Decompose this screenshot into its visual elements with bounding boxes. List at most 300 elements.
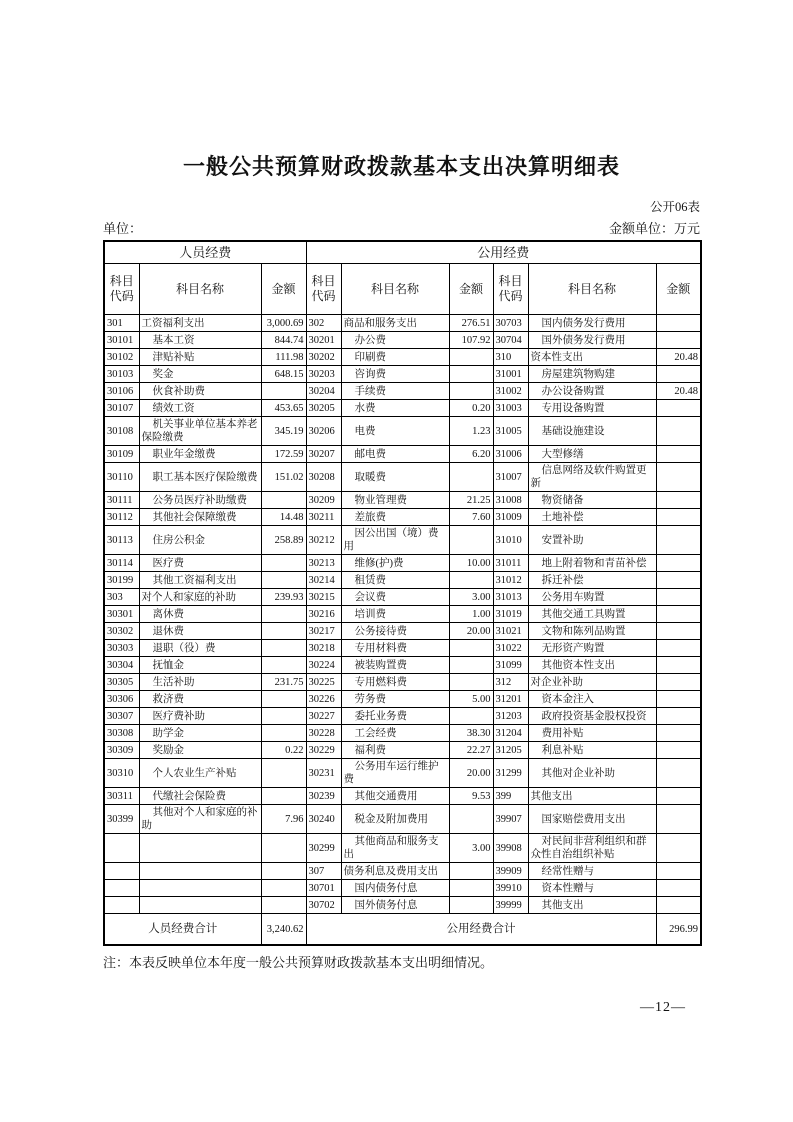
amount-cell: 172.59 bbox=[261, 446, 306, 463]
amount-cell: 20.48 bbox=[656, 383, 701, 400]
subject-name-cell: 地上附着物和青苗补偿 bbox=[528, 555, 656, 572]
amount-cell: 0.20 bbox=[449, 400, 493, 417]
subject-code-cell: 30109 bbox=[104, 446, 139, 463]
amount-cell bbox=[656, 657, 701, 674]
table-row bbox=[104, 366, 701, 383]
subject-code-cell: 31299 bbox=[493, 759, 528, 788]
subject-code-cell: 30305 bbox=[104, 674, 139, 691]
amount-cell bbox=[261, 863, 306, 880]
amount-unit-label: 金额单位：万元 bbox=[608, 221, 700, 236]
table-row bbox=[104, 834, 701, 863]
subject-name-cell: 安置补助 bbox=[528, 526, 656, 555]
amount-cell: 107.92 bbox=[449, 332, 493, 349]
amount-cell bbox=[449, 383, 493, 400]
amount-cell bbox=[656, 555, 701, 572]
subject-code-cell: 30208 bbox=[306, 463, 341, 492]
subject-code-cell: 31010 bbox=[493, 526, 528, 555]
subject-name-cell: 电费 bbox=[341, 417, 449, 446]
subject-name-cell: 津贴补贴 bbox=[139, 349, 261, 366]
subject-name-cell: 国内债务发行费用 bbox=[528, 315, 656, 332]
page-number: —12— bbox=[640, 1000, 686, 1015]
subject-code-cell: 302 bbox=[306, 315, 341, 332]
subject-code-cell: 31203 bbox=[493, 708, 528, 725]
subject-name-cell: 印刷费 bbox=[341, 349, 449, 366]
subject-name-cell: 其他交通工具购置 bbox=[528, 606, 656, 623]
amount-cell: 21.25 bbox=[449, 492, 493, 509]
table-row bbox=[104, 897, 701, 914]
amount-cell bbox=[261, 623, 306, 640]
amount-cell bbox=[656, 863, 701, 880]
table-row bbox=[104, 332, 701, 349]
amount-cell bbox=[261, 725, 306, 742]
table-row bbox=[104, 349, 701, 366]
amount-cell bbox=[261, 834, 306, 863]
subject-code-cell: 30212 bbox=[306, 526, 341, 555]
subject-code-cell: 39908 bbox=[493, 834, 528, 863]
subject-name-cell: 其他商品和服务支出 bbox=[341, 834, 449, 863]
personnel-total-amount: 3,240.62 bbox=[261, 914, 306, 946]
amount-cell: 111.98 bbox=[261, 349, 306, 366]
subject-name-cell: 职业年金缴费 bbox=[139, 446, 261, 463]
amount-cell bbox=[449, 674, 493, 691]
subject-code-cell: 30110 bbox=[104, 463, 139, 492]
subject-name-cell bbox=[139, 863, 261, 880]
subject-code-cell: 30224 bbox=[306, 657, 341, 674]
amount-cell bbox=[656, 332, 701, 349]
personnel-total-label: 人员经费合计 bbox=[104, 914, 261, 946]
public-total-label: 公用经费合计 bbox=[306, 914, 656, 946]
subject-code-cell: 31013 bbox=[493, 589, 528, 606]
meta-row bbox=[103, 218, 700, 237]
amount-cell bbox=[449, 657, 493, 674]
subject-name-cell: 对民间非营利组织和群众性自治组织补贴 bbox=[528, 834, 656, 863]
subject-name-cell bbox=[139, 880, 261, 897]
subject-code-cell: 30307 bbox=[104, 708, 139, 725]
subject-code-cell: 30206 bbox=[306, 417, 341, 446]
column-header: 科目代码 bbox=[306, 264, 341, 315]
amount-cell bbox=[261, 492, 306, 509]
subject-code-cell: 30207 bbox=[306, 446, 341, 463]
amount-cell bbox=[656, 880, 701, 897]
subject-name-cell: 工会经费 bbox=[341, 725, 449, 742]
subject-code-cell: 30239 bbox=[306, 788, 341, 805]
table-body bbox=[104, 315, 701, 914]
subject-name-cell: 退职（役）费 bbox=[139, 640, 261, 657]
table-row bbox=[104, 759, 701, 788]
subject-name-cell: 机关事业单位基本养老保险缴费 bbox=[139, 417, 261, 446]
subject-code-cell: 30114 bbox=[104, 555, 139, 572]
subject-name-cell: 其他交通费用 bbox=[341, 788, 449, 805]
amount-cell: 6.20 bbox=[449, 446, 493, 463]
subject-name-cell: 代缴社会保险费 bbox=[139, 788, 261, 805]
subject-name-cell: 助学金 bbox=[139, 725, 261, 742]
subject-name-cell: 奖金 bbox=[139, 366, 261, 383]
subject-code-cell: 30702 bbox=[306, 897, 341, 914]
subject-name-cell: 对个人和家庭的补助 bbox=[139, 589, 261, 606]
subject-code-cell: 30209 bbox=[306, 492, 341, 509]
subject-code-cell: 31021 bbox=[493, 623, 528, 640]
subject-name-cell: 劳务费 bbox=[341, 691, 449, 708]
subject-name-cell: 咨询费 bbox=[341, 366, 449, 383]
amount-cell bbox=[449, 349, 493, 366]
subject-code-cell: 31205 bbox=[493, 742, 528, 759]
subject-name-cell: 其他支出 bbox=[528, 897, 656, 914]
amount-cell bbox=[656, 509, 701, 526]
group-header-personnel: 人员经费 bbox=[104, 241, 306, 264]
table-row bbox=[104, 725, 701, 742]
subject-code-cell bbox=[104, 897, 139, 914]
unit-label: 单位： bbox=[103, 221, 143, 236]
subject-name-cell: 文物和陈列品购置 bbox=[528, 623, 656, 640]
subject-name-cell: 伙食补助费 bbox=[139, 383, 261, 400]
subject-code-cell: 30101 bbox=[104, 332, 139, 349]
column-header: 科目代码 bbox=[493, 264, 528, 315]
subject-code-cell: 30211 bbox=[306, 509, 341, 526]
subject-code-cell: 30111 bbox=[104, 492, 139, 509]
amount-cell: 0.22 bbox=[261, 742, 306, 759]
amount-cell bbox=[449, 708, 493, 725]
amount-cell bbox=[656, 759, 701, 788]
table-row bbox=[104, 691, 701, 708]
amount-cell: 239.93 bbox=[261, 589, 306, 606]
subject-code-cell: 30199 bbox=[104, 572, 139, 589]
subject-name-cell: 维修(护)费 bbox=[341, 555, 449, 572]
amount-cell bbox=[449, 805, 493, 834]
subject-name-cell: 资本金注入 bbox=[528, 691, 656, 708]
subject-name-cell: 奖励金 bbox=[139, 742, 261, 759]
subject-name-cell: 专用设备购置 bbox=[528, 400, 656, 417]
table-row bbox=[104, 555, 701, 572]
amount-cell bbox=[656, 315, 701, 332]
subject-code-cell: 31204 bbox=[493, 725, 528, 742]
subject-name-cell: 绩效工资 bbox=[139, 400, 261, 417]
table-row bbox=[104, 572, 701, 589]
table-row bbox=[104, 463, 701, 492]
subject-code-cell: 30240 bbox=[306, 805, 341, 834]
subject-code-cell: 39907 bbox=[493, 805, 528, 834]
amount-cell bbox=[261, 657, 306, 674]
amount-cell: 1.23 bbox=[449, 417, 493, 446]
subject-name-cell: 商品和服务支出 bbox=[341, 315, 449, 332]
subject-name-cell: 医疗费补助 bbox=[139, 708, 261, 725]
subject-code-cell: 30311 bbox=[104, 788, 139, 805]
subject-name-cell bbox=[139, 897, 261, 914]
subject-code-cell: 399 bbox=[493, 788, 528, 805]
subject-code-cell: 31012 bbox=[493, 572, 528, 589]
subject-code-cell: 31008 bbox=[493, 492, 528, 509]
page-title: 一般公共预算财政拨款基本支出决算明细表 bbox=[182, 154, 620, 179]
subject-code-cell: 30302 bbox=[104, 623, 139, 640]
subject-code-cell: 310 bbox=[493, 349, 528, 366]
subject-code-cell: 30228 bbox=[306, 725, 341, 742]
subject-code-cell: 30204 bbox=[306, 383, 341, 400]
subject-name-cell: 其他资本性支出 bbox=[528, 657, 656, 674]
subject-name-cell: 会议费 bbox=[341, 589, 449, 606]
amount-cell: 231.75 bbox=[261, 674, 306, 691]
amount-cell bbox=[656, 463, 701, 492]
amount-cell: 3,000.69 bbox=[261, 315, 306, 332]
amount-cell bbox=[449, 526, 493, 555]
subject-name-cell: 税金及附加费用 bbox=[341, 805, 449, 834]
subject-name-cell: 对企业补助 bbox=[528, 674, 656, 691]
subject-name-cell: 资本性支出 bbox=[528, 349, 656, 366]
table-row bbox=[104, 805, 701, 834]
table-row bbox=[104, 742, 701, 759]
amount-cell bbox=[656, 492, 701, 509]
amount-cell: 14.48 bbox=[261, 509, 306, 526]
amount-cell: 3.00 bbox=[449, 589, 493, 606]
table-row bbox=[104, 708, 701, 725]
note: 注：本表反映单位本年度一般公共预算财政拨款基本支出明细情况。 bbox=[103, 955, 494, 970]
subject-code-cell: 30229 bbox=[306, 742, 341, 759]
subject-code-cell bbox=[104, 880, 139, 897]
subject-code-cell: 30703 bbox=[493, 315, 528, 332]
amount-cell bbox=[656, 526, 701, 555]
subject-name-cell: 办公设备购置 bbox=[528, 383, 656, 400]
subject-name-cell: 住房公积金 bbox=[139, 526, 261, 555]
amount-cell bbox=[449, 640, 493, 657]
subject-name-cell: 被装购置费 bbox=[341, 657, 449, 674]
subject-code-cell: 312 bbox=[493, 674, 528, 691]
group-header-public: 公用经费 bbox=[306, 241, 701, 264]
subject-name-cell: 公务接待费 bbox=[341, 623, 449, 640]
subject-code-cell bbox=[104, 863, 139, 880]
subject-code-cell: 303 bbox=[104, 589, 139, 606]
subject-code-cell: 30399 bbox=[104, 805, 139, 834]
subject-name-cell: 其他对企业补助 bbox=[528, 759, 656, 788]
totals-row bbox=[104, 914, 701, 946]
subject-code-cell: 30306 bbox=[104, 691, 139, 708]
amount-cell: 258.89 bbox=[261, 526, 306, 555]
document-content bbox=[103, 0, 700, 971]
group-header-row bbox=[104, 241, 701, 264]
amount-cell bbox=[656, 742, 701, 759]
amount-cell bbox=[449, 366, 493, 383]
amount-cell: 20.00 bbox=[449, 623, 493, 640]
column-header: 科目名称 bbox=[139, 264, 261, 315]
subject-code-cell: 31005 bbox=[493, 417, 528, 446]
amount-cell bbox=[656, 417, 701, 446]
table-row bbox=[104, 383, 701, 400]
subject-name-cell: 离休费 bbox=[139, 606, 261, 623]
subject-name-cell: 救济费 bbox=[139, 691, 261, 708]
amount-cell bbox=[261, 555, 306, 572]
subject-name-cell: 国外债务付息 bbox=[341, 897, 449, 914]
table-row bbox=[104, 880, 701, 897]
table-row bbox=[104, 863, 701, 880]
subject-name-cell: 个人农业生产补贴 bbox=[139, 759, 261, 788]
table-row bbox=[104, 589, 701, 606]
amount-cell bbox=[656, 725, 701, 742]
subject-code-cell: 30107 bbox=[104, 400, 139, 417]
subject-code-cell: 30203 bbox=[306, 366, 341, 383]
subject-name-cell: 退休费 bbox=[139, 623, 261, 640]
subject-name-cell: 国外债务发行费用 bbox=[528, 332, 656, 349]
amount-cell bbox=[656, 897, 701, 914]
subject-code-cell: 30701 bbox=[306, 880, 341, 897]
expenditure-detail-table bbox=[103, 240, 702, 946]
column-header: 金额 bbox=[449, 264, 493, 315]
column-header: 科目代码 bbox=[104, 264, 139, 315]
subject-code-cell: 31009 bbox=[493, 509, 528, 526]
subject-name-cell: 政府投资基金股权投资 bbox=[528, 708, 656, 725]
subject-name-cell: 手续费 bbox=[341, 383, 449, 400]
amount-cell: 5.00 bbox=[449, 691, 493, 708]
subject-name-cell: 债务利息及费用支出 bbox=[341, 863, 449, 880]
subject-code-cell: 30103 bbox=[104, 366, 139, 383]
amount-cell bbox=[656, 834, 701, 863]
column-header: 金额 bbox=[261, 264, 306, 315]
table-row bbox=[104, 446, 701, 463]
subject-code-cell: 31201 bbox=[493, 691, 528, 708]
subject-name-cell: 费用补贴 bbox=[528, 725, 656, 742]
subject-name-cell: 经常性赠与 bbox=[528, 863, 656, 880]
subject-name-cell: 公务员医疗补助缴费 bbox=[139, 492, 261, 509]
subject-name-cell: 物资储备 bbox=[528, 492, 656, 509]
amount-cell: 1.00 bbox=[449, 606, 493, 623]
subject-name-cell: 租赁费 bbox=[341, 572, 449, 589]
subject-code-cell: 30106 bbox=[104, 383, 139, 400]
table-row bbox=[104, 674, 701, 691]
subject-code-cell: 30205 bbox=[306, 400, 341, 417]
column-header: 科目名称 bbox=[528, 264, 656, 315]
table-row bbox=[104, 640, 701, 657]
subject-name-cell: 国家赔偿费用支出 bbox=[528, 805, 656, 834]
subject-name-cell: 委托业务费 bbox=[341, 708, 449, 725]
amount-cell: 844.74 bbox=[261, 332, 306, 349]
subject-code-cell: 30226 bbox=[306, 691, 341, 708]
subject-code-cell: 39909 bbox=[493, 863, 528, 880]
table-row bbox=[104, 492, 701, 509]
subject-name-cell: 工资福利支出 bbox=[139, 315, 261, 332]
subject-code-cell: 30303 bbox=[104, 640, 139, 657]
amount-cell: 453.65 bbox=[261, 400, 306, 417]
subject-name-cell: 无形资产购置 bbox=[528, 640, 656, 657]
column-header: 科目名称 bbox=[341, 264, 449, 315]
subject-name-cell: 其他工资福利支出 bbox=[139, 572, 261, 589]
table-row bbox=[104, 788, 701, 805]
table-row bbox=[104, 400, 701, 417]
amount-cell bbox=[656, 572, 701, 589]
subject-code-cell: 30202 bbox=[306, 349, 341, 366]
subject-code-cell: 30201 bbox=[306, 332, 341, 349]
subject-name-cell: 办公费 bbox=[341, 332, 449, 349]
column-header: 金额 bbox=[656, 264, 701, 315]
subject-code-cell bbox=[104, 834, 139, 863]
amount-cell bbox=[261, 897, 306, 914]
amount-cell bbox=[656, 366, 701, 383]
subject-code-cell: 30309 bbox=[104, 742, 139, 759]
subject-name-cell: 国内债务付息 bbox=[341, 880, 449, 897]
subject-name-cell: 拆迁补偿 bbox=[528, 572, 656, 589]
subject-name-cell: 其他支出 bbox=[528, 788, 656, 805]
subject-name-cell: 抚恤金 bbox=[139, 657, 261, 674]
subject-name-cell: 大型修缮 bbox=[528, 446, 656, 463]
amount-cell: 648.15 bbox=[261, 366, 306, 383]
public-total-amount: 296.99 bbox=[656, 914, 701, 946]
subject-code-cell: 31011 bbox=[493, 555, 528, 572]
subject-code-cell: 30225 bbox=[306, 674, 341, 691]
subject-code-cell: 30113 bbox=[104, 526, 139, 555]
subject-code-cell: 39910 bbox=[493, 880, 528, 897]
amount-cell bbox=[261, 759, 306, 788]
amount-cell bbox=[449, 897, 493, 914]
subject-name-cell: 差旅费 bbox=[341, 509, 449, 526]
amount-cell bbox=[656, 623, 701, 640]
subject-name-cell: 生活补助 bbox=[139, 674, 261, 691]
subject-code-cell: 30310 bbox=[104, 759, 139, 788]
amount-cell bbox=[261, 640, 306, 657]
subject-name-cell: 因公出国（境）费用 bbox=[341, 526, 449, 555]
subject-name-cell: 公务用车购置 bbox=[528, 589, 656, 606]
amount-cell: 20.00 bbox=[449, 759, 493, 788]
subject-name-cell: 水费 bbox=[341, 400, 449, 417]
subject-name-cell: 福利费 bbox=[341, 742, 449, 759]
table-row bbox=[104, 623, 701, 640]
subject-code-cell: 30217 bbox=[306, 623, 341, 640]
subject-name-cell: 信息网络及软件购置更新 bbox=[528, 463, 656, 492]
subject-code-cell: 301 bbox=[104, 315, 139, 332]
table-row bbox=[104, 509, 701, 526]
subject-code-cell: 30308 bbox=[104, 725, 139, 742]
subject-name-cell: 利息补贴 bbox=[528, 742, 656, 759]
amount-cell bbox=[261, 691, 306, 708]
amount-cell: 22.27 bbox=[449, 742, 493, 759]
amount-cell bbox=[449, 880, 493, 897]
amount-cell bbox=[656, 640, 701, 657]
subject-name-cell: 资本性赠与 bbox=[528, 880, 656, 897]
subject-name-cell: 培训费 bbox=[341, 606, 449, 623]
subject-name-cell: 房屋建筑物购建 bbox=[528, 366, 656, 383]
amount-cell: 3.00 bbox=[449, 834, 493, 863]
amount-cell: 20.48 bbox=[656, 349, 701, 366]
subject-code-cell: 31002 bbox=[493, 383, 528, 400]
subject-code-cell: 30304 bbox=[104, 657, 139, 674]
amount-cell bbox=[656, 805, 701, 834]
table-row bbox=[104, 657, 701, 674]
subject-code-cell: 30231 bbox=[306, 759, 341, 788]
amount-cell bbox=[449, 463, 493, 492]
table-row bbox=[104, 315, 701, 332]
subject-name-cell bbox=[139, 834, 261, 863]
amount-cell bbox=[261, 383, 306, 400]
amount-cell bbox=[261, 788, 306, 805]
subject-code-cell: 30218 bbox=[306, 640, 341, 657]
subject-code-cell: 31019 bbox=[493, 606, 528, 623]
amount-cell bbox=[656, 606, 701, 623]
subject-code-cell: 30301 bbox=[104, 606, 139, 623]
amount-cell: 345.19 bbox=[261, 417, 306, 446]
subject-code-cell: 31022 bbox=[493, 640, 528, 657]
amount-cell: 7.60 bbox=[449, 509, 493, 526]
subject-name-cell: 医疗费 bbox=[139, 555, 261, 572]
amount-cell bbox=[261, 708, 306, 725]
subject-code-cell: 307 bbox=[306, 863, 341, 880]
subject-code-cell: 30704 bbox=[493, 332, 528, 349]
amount-cell: 7.96 bbox=[261, 805, 306, 834]
subject-name-cell: 专用材料费 bbox=[341, 640, 449, 657]
amount-cell bbox=[656, 446, 701, 463]
subject-code-cell: 30215 bbox=[306, 589, 341, 606]
amount-cell bbox=[656, 589, 701, 606]
amount-cell bbox=[656, 674, 701, 691]
subject-code-cell: 30216 bbox=[306, 606, 341, 623]
subject-code-cell: 31099 bbox=[493, 657, 528, 674]
amount-cell bbox=[656, 691, 701, 708]
subject-name-cell: 基本工资 bbox=[139, 332, 261, 349]
amount-cell bbox=[656, 400, 701, 417]
subject-name-cell: 其他社会保障缴费 bbox=[139, 509, 261, 526]
